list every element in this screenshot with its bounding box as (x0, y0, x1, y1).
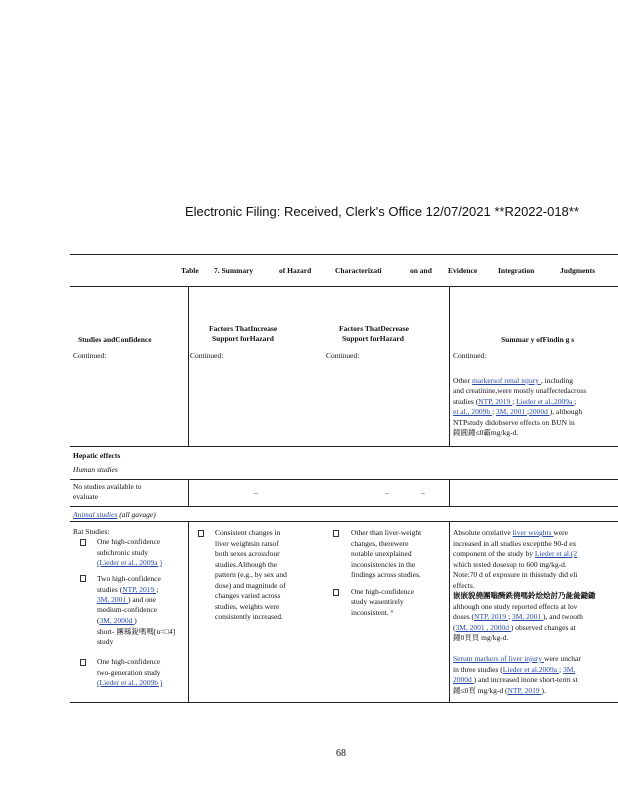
bullet-box-icon (80, 539, 86, 546)
col-rule-2 (449, 286, 450, 446)
header-rule (70, 286, 618, 287)
table-bottom-rule (70, 702, 618, 703)
col-rule-1b (188, 479, 189, 506)
no-studies-2: evaluate (73, 492, 98, 501)
header-decrease-2: Support forHazard (342, 334, 404, 343)
human-top-rule (70, 479, 618, 480)
dash-increase: – (254, 488, 258, 497)
renal-line: NTPstudy didobserve effects on BUN in (453, 418, 575, 427)
col-rule-2c (449, 521, 450, 702)
table-top-rule (70, 254, 618, 255)
rat-studies-label: Rat Studies: (73, 527, 110, 536)
header-decrease-1: Factors ThatDecrease (339, 324, 409, 333)
col-rule-1 (188, 286, 189, 446)
continued-col4: Continued: (453, 351, 487, 360)
bullet-box-icon (80, 659, 86, 666)
header-increase-1: Factors ThatIncrease (209, 324, 278, 333)
dash-decrease-1: – (385, 488, 389, 497)
continued-col2: Continued: (190, 351, 224, 360)
renal-line: and creatinine,were mostly unaffectedacross (453, 386, 587, 395)
page-number: 68 (336, 748, 346, 759)
hepatic-rule (70, 446, 618, 447)
bullet-box-icon (80, 575, 86, 582)
continued-col1: Continued: (73, 351, 107, 360)
hepatic-heading: Hepatic effects (73, 451, 121, 460)
renal-line: Other markersof renal injury , including (453, 376, 573, 385)
human-studies-label: Human studies (73, 465, 118, 474)
no-studies-1: No studies available to (73, 482, 142, 491)
continued-col3: Continued: (326, 351, 360, 360)
filing-header: Electronic Filing: Received, Clerk's Office 12/07/2021 **R2022-018** (185, 204, 579, 219)
animal-rule (70, 521, 618, 522)
human-bottom-rule (70, 506, 618, 507)
renal-line: et al., 2009b ; 3M, 2001 ;2000d ), although (453, 407, 583, 416)
col-rule-2b (449, 479, 450, 506)
renal-line: studies (NTP, 2019 ; Lieder et al.,2009a ; (453, 397, 577, 406)
col-rule-1c (188, 521, 189, 702)
animal-studies-label: Animal studies (all gavage) (73, 510, 156, 519)
bullet-box-icon (333, 530, 339, 537)
bullet-box-icon (198, 530, 204, 537)
bullet-box-icon (333, 589, 339, 596)
header-studies: Studies andConfidence (78, 335, 152, 344)
header-summary: Summar y ofFindin g s (501, 335, 575, 344)
dash-decrease-2: – (421, 488, 425, 497)
header-increase-2: Support forHazard (212, 334, 274, 343)
renal-line: 鏡圓鐘≤0霸mg/kg-d. (453, 428, 519, 437)
